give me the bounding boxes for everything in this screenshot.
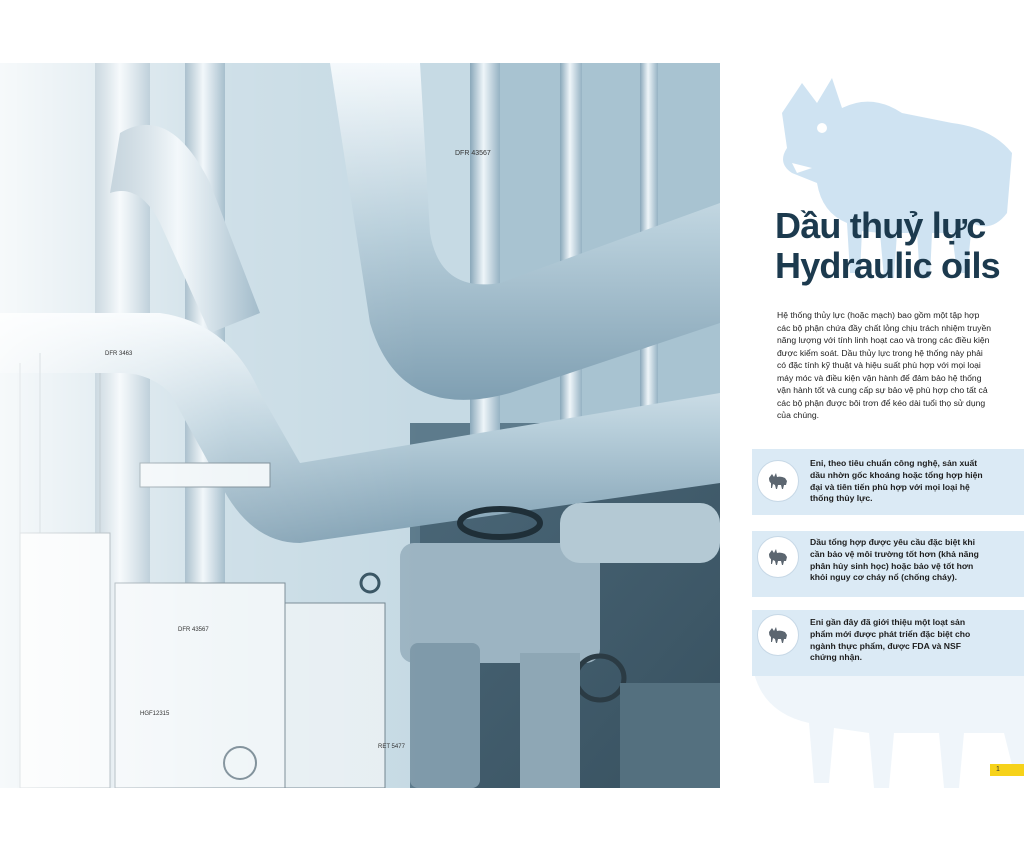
intro-paragraph: Hệ thống thủy lực (hoặc mạch) bao gồm một tập hợp các bộ phận chứa đầy chất lỏng chịu trách nhiệm truyền năng lượng với tính linh hoạt cao và trong các điều kiện được kiểm soát. Dầu thủy lực trong hệ thống này phải có đặc tính kỹ thuật và hiệu suất phù hợp với mọi loại máy móc và điều kiện vận hành để đảm bảo hệ thống vận hành tốt và cung cấp sự bảo vệ phù hợp cho tất cả các bộ phận được bôi trơn để kéo dài tuổi thọ sử dụng của chúng. — [777, 310, 992, 420]
photo-label-dfr-top: DFR 43567 — [455, 150, 491, 157]
page-title — [775, 206, 1000, 286]
text-column-background — [740, 63, 1024, 788]
title-vietnamese: Dầu thuỷ lực — [775, 205, 986, 246]
page-number: 1 — [990, 764, 1024, 776]
photo-label-hgf: HGF12315 — [140, 711, 170, 717]
eni-dog-icon — [757, 614, 799, 656]
photo-label-dfr-left: DFR 3463 — [105, 351, 133, 357]
industrial-pipes-image — [0, 63, 720, 788]
feature-text-1: Eni, theo tiêu chuẩn công nghệ, sản xuất dầu nhờn gốc khoáng hoặc tổng hợp hiện đại và tiên tiến phù hợp với mọi loại hệ thống thủy lực. — [810, 458, 983, 504]
feature-text-3: Eni gần đây đã giới thiệu một loạt sản phẩm mới được phát triển đặc biệt cho ngành thực phẩm, được FDA và NSF chứng nhận. — [810, 617, 971, 663]
eni-dog-icon — [757, 536, 799, 578]
eni-dog-icon — [757, 460, 799, 502]
photo-label-dfr-mid: DFR 43567 — [178, 627, 209, 633]
photo-label-ret: RET 5477 — [378, 744, 405, 750]
feature-text-2: Dầu tổng hợp được yêu cầu đặc biệt khi cần bảo vệ môi trường tốt hơn (khả năng phân hủy sinh học) hoặc bảo vệ tốt hơn khỏi nguy cơ cháy nổ (chống cháy). — [810, 537, 979, 583]
title-english: Hydraulic oils — [775, 245, 1000, 286]
